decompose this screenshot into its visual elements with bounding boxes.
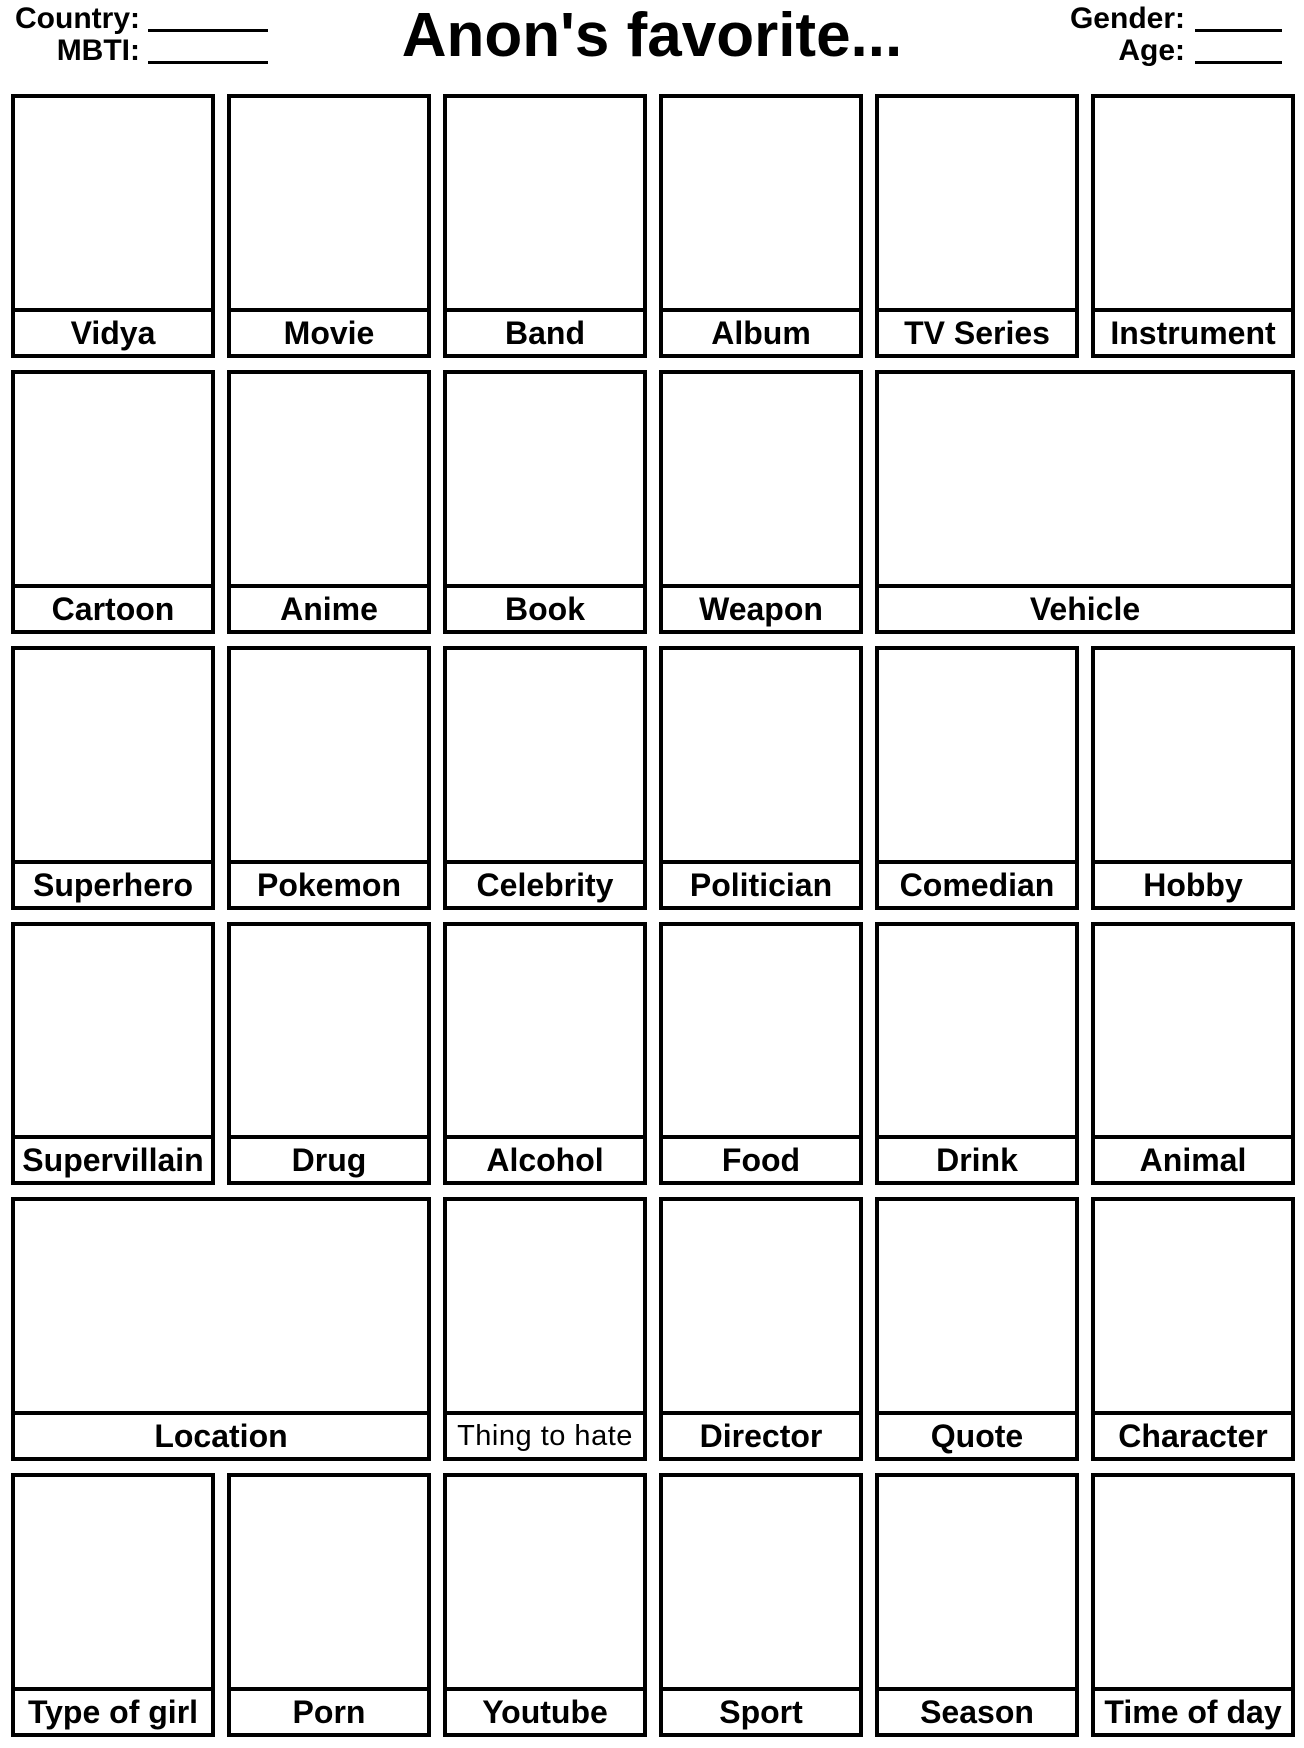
cell-tv-series[interactable]	[875, 94, 1079, 358]
cell-label: Hobby	[1143, 866, 1243, 903]
picture-slot[interactable]	[447, 374, 643, 588]
cell-label: Time of day	[1104, 1694, 1282, 1730]
favorites-grid	[11, 94, 1295, 1737]
picture-slot[interactable]	[15, 374, 211, 588]
cell-movie[interactable]	[227, 94, 431, 358]
gender-field[interactable]	[1195, 29, 1282, 32]
cell-label: Celebrity	[476, 866, 614, 903]
cell-label: Cartoon	[51, 590, 175, 627]
cell-alcohol[interactable]	[443, 922, 647, 1186]
picture-slot[interactable]	[447, 926, 643, 1140]
cell-animal[interactable]	[1091, 922, 1295, 1186]
cell-weapon[interactable]	[659, 370, 863, 634]
cell-label: TV Series	[904, 314, 1050, 351]
picture-slot[interactable]	[879, 926, 1075, 1140]
picture-slot[interactable]	[1095, 98, 1291, 312]
picture-slot[interactable]	[15, 1201, 427, 1415]
cell-label: Comedian	[899, 866, 1055, 903]
picture-slot[interactable]	[231, 650, 427, 864]
cell-drug[interactable]	[227, 922, 431, 1186]
picture-slot[interactable]	[879, 374, 1291, 588]
picture-slot[interactable]	[879, 1201, 1075, 1415]
age-label: Age:	[1118, 34, 1185, 67]
picture-slot[interactable]	[15, 926, 211, 1140]
cell-director[interactable]	[659, 1197, 863, 1461]
cell-label: Band	[505, 314, 585, 351]
cell-label: Season	[920, 1694, 1034, 1730]
cell-book[interactable]	[443, 370, 647, 634]
mbti-label: MBTI:	[56, 34, 140, 67]
cell-time-of-day[interactable]	[1091, 1473, 1295, 1737]
cell-anime[interactable]	[227, 370, 431, 634]
picture-slot[interactable]	[1095, 926, 1291, 1140]
picture-slot[interactable]	[15, 98, 211, 312]
cell-vidya[interactable]	[11, 94, 215, 358]
cell-label: Superhero	[32, 866, 194, 903]
cell-label: Album	[711, 314, 811, 351]
cell-politician[interactable]	[659, 646, 863, 910]
cell-label: Instrument	[1110, 314, 1276, 351]
cell-label: Porn	[292, 1694, 366, 1730]
cell-label: Alcohol	[486, 1142, 604, 1179]
cell-porn[interactable]	[227, 1473, 431, 1737]
cell-label: Location	[154, 1418, 288, 1455]
cell-celebrity[interactable]	[443, 646, 647, 910]
cell-label: Quote	[930, 1418, 1024, 1455]
cell-season[interactable]	[875, 1473, 1079, 1737]
cell-quote[interactable]	[875, 1197, 1079, 1461]
cell-label: Movie	[283, 314, 375, 351]
cell-label: Pokemon	[256, 866, 402, 903]
cell-label: Drug	[291, 1142, 367, 1179]
picture-slot[interactable]	[879, 98, 1075, 312]
cell-supervillain[interactable]	[11, 922, 215, 1186]
picture-slot[interactable]	[663, 98, 859, 312]
cell-label: Type of girl	[27, 1694, 199, 1730]
picture-slot[interactable]	[447, 650, 643, 864]
cell-label: Thing to hate	[457, 1420, 633, 1453]
picture-slot[interactable]	[1095, 1201, 1291, 1415]
cell-label: Sport	[719, 1694, 803, 1730]
cell-cartoon[interactable]	[11, 370, 215, 634]
picture-slot[interactable]	[447, 98, 643, 312]
cell-superhero[interactable]	[11, 646, 215, 910]
picture-slot[interactable]	[663, 374, 859, 588]
cell-character[interactable]	[1091, 1197, 1295, 1461]
cell-instrument[interactable]	[1091, 94, 1295, 358]
cell-label: Animal	[1139, 1142, 1247, 1179]
cell-label: Supervillain	[22, 1142, 204, 1179]
picture-slot[interactable]	[663, 926, 859, 1140]
cell-comedian[interactable]	[875, 646, 1079, 910]
cell-band[interactable]	[443, 94, 647, 358]
picture-slot[interactable]	[231, 374, 427, 588]
cell-label: Youtube	[482, 1694, 608, 1730]
cell-label: Character	[1118, 1418, 1268, 1455]
cell-hobby[interactable]	[1091, 646, 1295, 910]
cell-pokemon[interactable]	[227, 646, 431, 910]
picture-slot[interactable]	[879, 650, 1075, 864]
cell-youtube[interactable]	[443, 1473, 647, 1737]
picture-slot[interactable]	[15, 1477, 211, 1691]
picture-slot[interactable]	[663, 1477, 859, 1691]
cell-label: Politician	[689, 866, 833, 903]
cell-label: Food	[721, 1142, 801, 1179]
cell-vehicle[interactable]	[875, 370, 1295, 634]
cell-drink[interactable]	[875, 922, 1079, 1186]
age-field[interactable]	[1195, 61, 1282, 64]
cell-label: Drink	[936, 1142, 1018, 1179]
country-label: Country:	[15, 2, 140, 35]
cell-food[interactable]	[659, 922, 863, 1186]
page-title: Anon's favorite...	[401, 1, 903, 70]
picture-slot[interactable]	[447, 1477, 643, 1691]
cell-album[interactable]	[659, 94, 863, 358]
picture-slot[interactable]	[879, 1477, 1075, 1691]
cell-label: Weapon	[699, 590, 823, 627]
picture-slot[interactable]	[1095, 1477, 1291, 1691]
picture-slot[interactable]	[1095, 650, 1291, 864]
picture-slot[interactable]	[231, 1477, 427, 1691]
picture-slot[interactable]	[663, 650, 859, 864]
cell-thing-to-hate[interactable]	[443, 1197, 647, 1461]
cell-label: Anime	[280, 590, 378, 627]
cell-location[interactable]	[11, 1197, 431, 1461]
cell-sport[interactable]	[659, 1473, 863, 1737]
cell-label: Vehicle	[1029, 590, 1141, 627]
gender-label: Gender:	[1069, 2, 1185, 35]
picture-slot[interactable]	[15, 650, 211, 864]
cell-label: Director	[699, 1418, 823, 1455]
picture-slot[interactable]	[231, 926, 427, 1140]
cell-label: Vidya	[70, 314, 156, 351]
cell-type-of-girl[interactable]	[11, 1473, 215, 1737]
picture-slot[interactable]	[447, 1201, 643, 1415]
picture-slot[interactable]	[231, 98, 427, 312]
cell-label: Book	[505, 590, 585, 627]
picture-slot[interactable]	[663, 1201, 859, 1415]
